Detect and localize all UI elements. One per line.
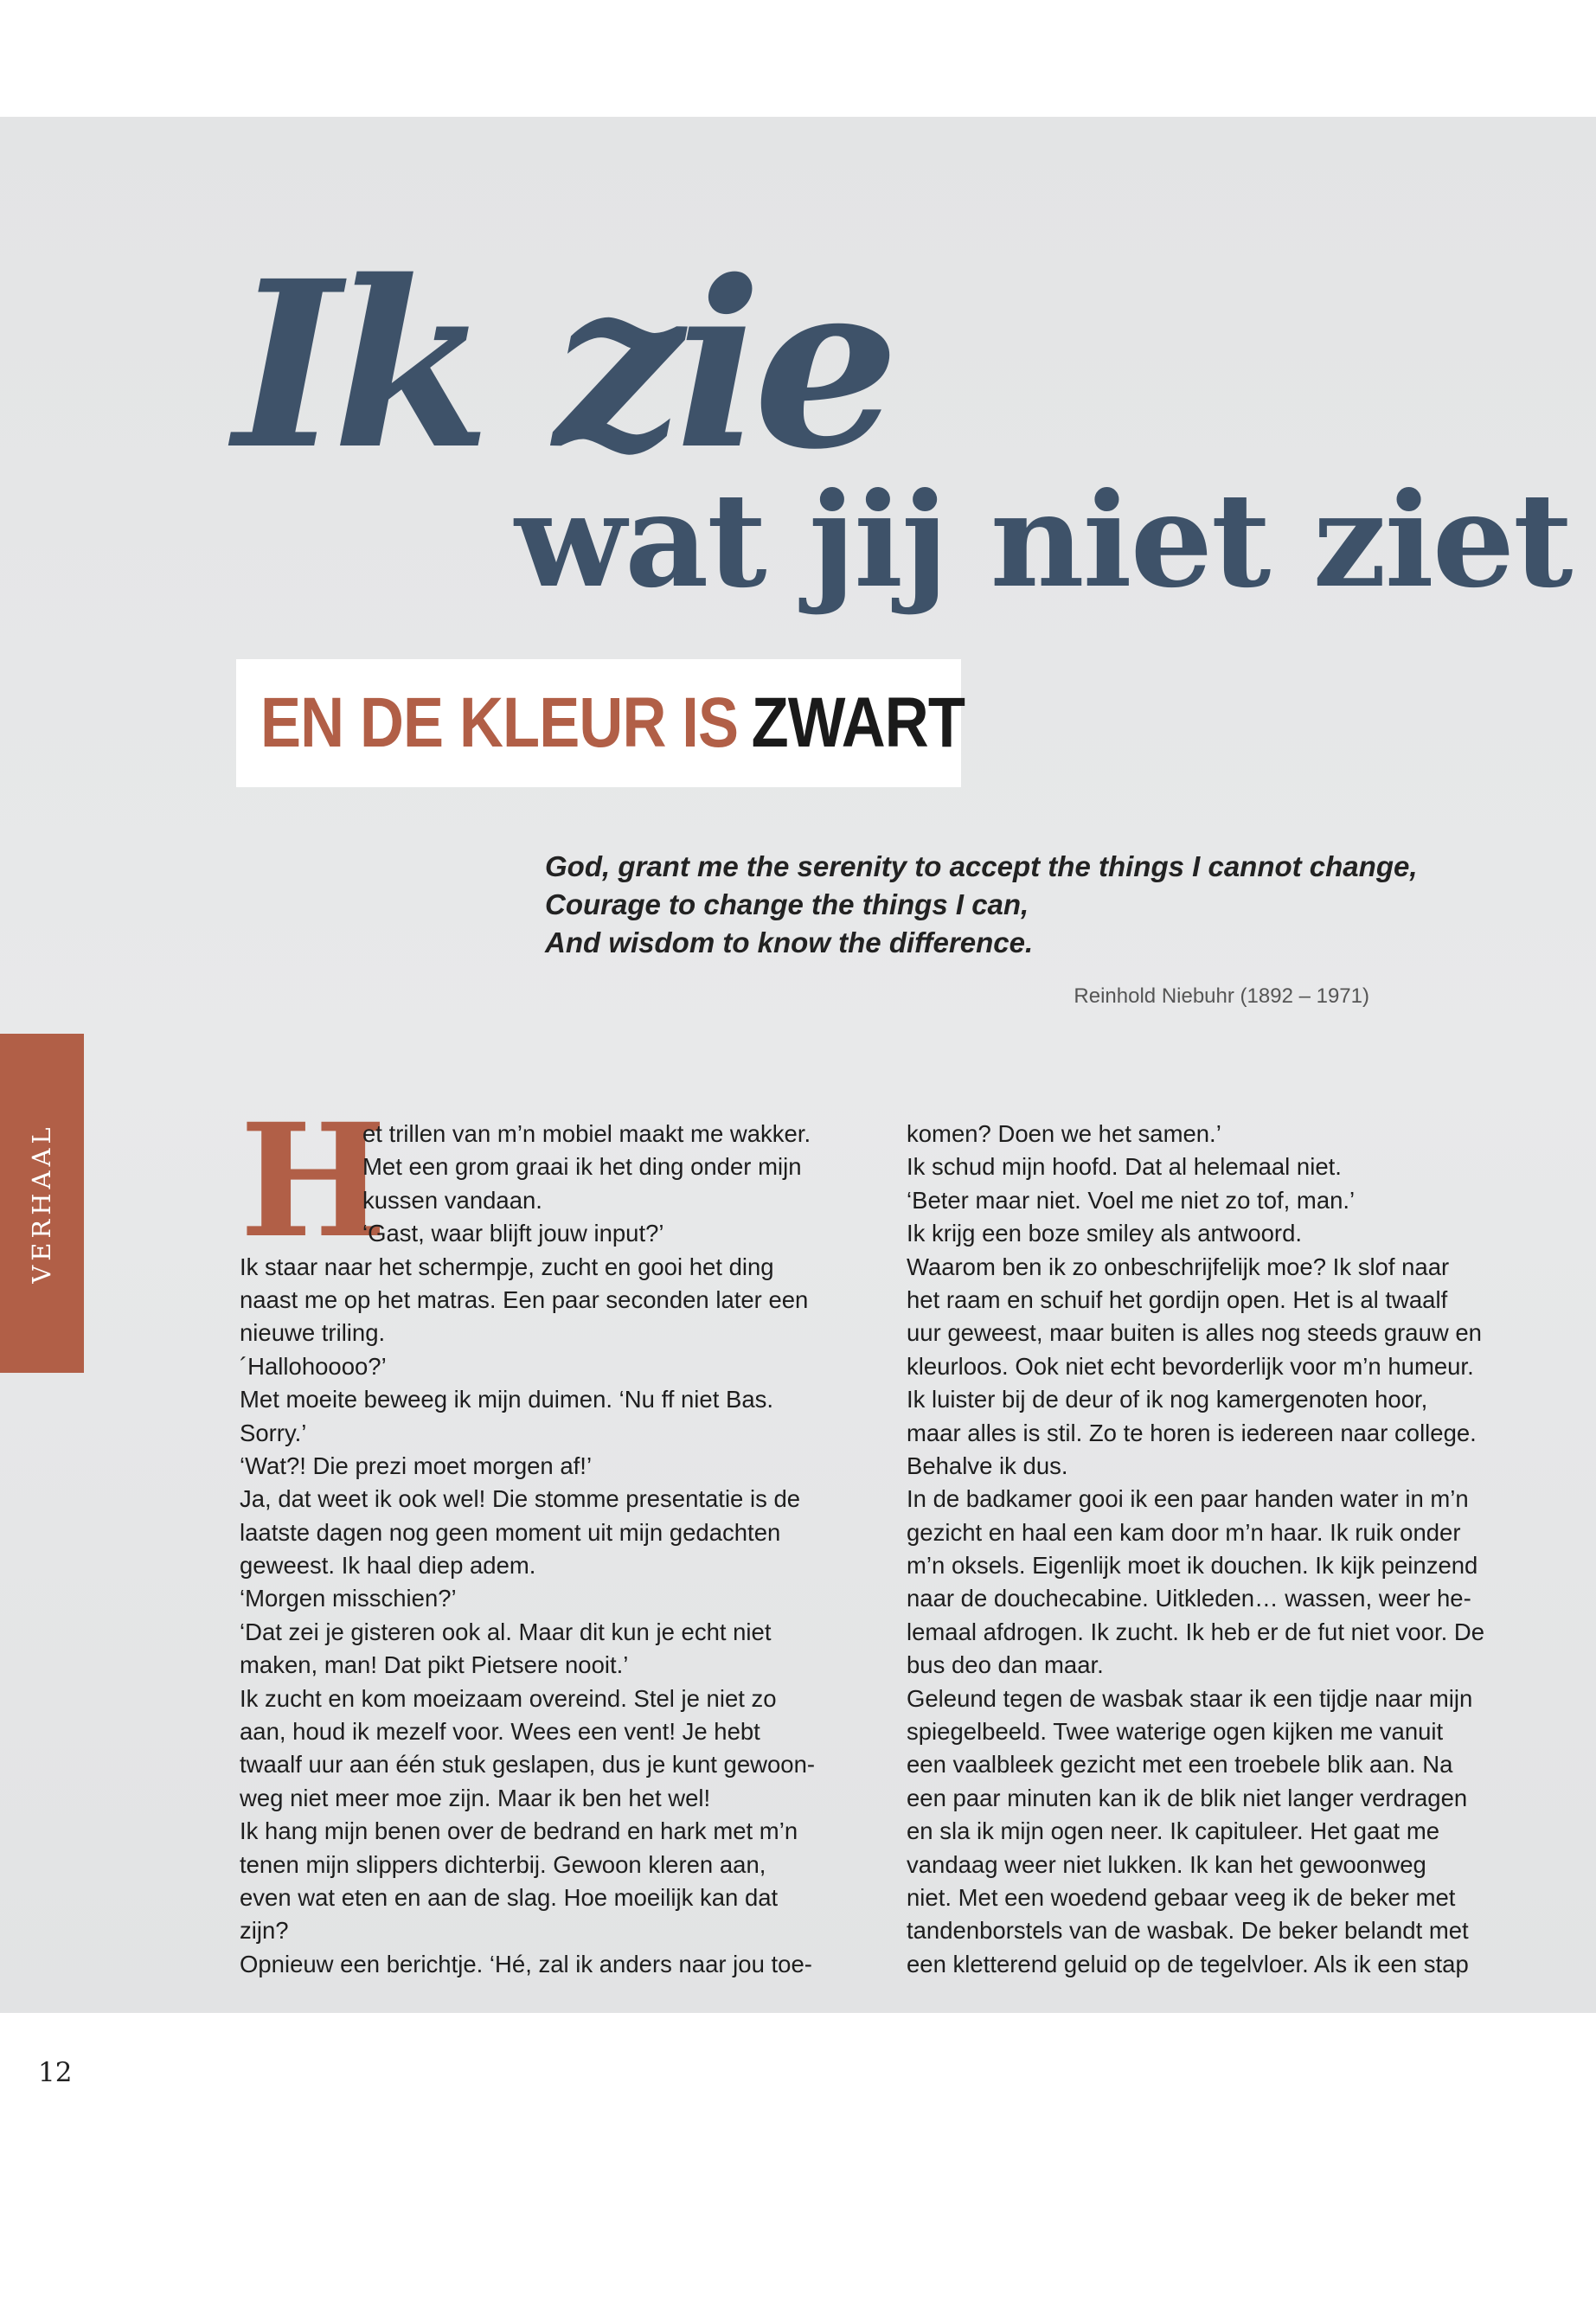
article-text-line: maar alles is stil. Zo te horen is iedereen naar college. [907,1419,1477,1446]
article-text-line: Ik staar naar het schermpje, zucht en gooi het ding [240,1253,774,1280]
article-text-line: kleurloos. Ook niet echt bevorderlijk voor m’n humeur. [907,1352,1474,1380]
article-column-left [240,1090,845,1981]
article-text-line: geweest. Ik haal diep adem. [240,1552,536,1580]
drop-cap: H [240,1090,388,1272]
section-tab [0,1034,84,1373]
subtitle-accent-text: EN DE KLEUR IS [260,683,739,762]
article-text-line: Ik schud mijn hoofd. Dat al helemaal niet. [907,1153,1342,1181]
article-text-line: en sla ik mijn ogen neer. Ik capituleer. Het gaat me [907,1817,1440,1845]
article-text-line: twaalf uur aan één stuk geslapen, dus je kunt gewoon- [240,1751,816,1779]
article-text-line: Ik hang mijn benen over de bedrand en hark met m’n [240,1817,798,1845]
quote-line: And wisdom to know the difference. [545,926,1034,958]
article-text-line: tenen mijn slippers dichterbij. Gewoon kleren aan, [240,1850,766,1878]
article-text-line: m’n oksels. Eigenlijk moet ik douchen. Ik kijk peinzend [907,1552,1478,1580]
article-text-line: niet. Met een woedend gebaar veeg ik de beker met [907,1883,1456,1911]
article-text-line: maken, man! Dat pikt Pietsere nooit.’ [240,1651,629,1679]
article-text-line: ‘Morgen misschien?’ [240,1585,457,1612]
article-text-line: bus deo dan maar. [907,1651,1104,1679]
quote-line: God, grant me the serenity to accept the things I cannot change, [545,850,1418,882]
article-text-line: het raam en schuif het gordijn open. Het is al twaalf [907,1285,1448,1313]
quote-line: Courage to change the things I can, [545,888,1029,920]
article-text-line: tandenborstels van de wasbak. De beker belandt met [907,1917,1469,1945]
article-title-main: Ik zie [234,231,891,500]
article-text-line: weg niet meer moe zijn. Maar ik ben het wel! [240,1784,711,1811]
article-text-line: Met een grom graai ik het ding onder mijn [362,1153,802,1181]
article-text-line: Opnieuw een berichtje. ‘Hé, zal ik anders naar jou toe- [240,1950,812,1977]
article-text-line: Ja, dat weet ik ook wel! Die stomme presentatie is de [240,1485,801,1513]
article-text-line: ‘Wat?! Die prezi moet morgen af!’ [240,1452,593,1479]
article-text-line: naar de douchecabine. Uitkleden… wassen, weer he- [907,1585,1471,1612]
article-text-line: ‘Dat zei je gisteren ook al. Maar dit kun je echt niet [240,1618,772,1645]
article-text-line: uur geweest, maar buiten is alles nog steeds grauw en [907,1319,1482,1347]
article-text-line: et trillen van m’n mobiel maakt me wakker. [362,1120,811,1147]
article-text-line: Waarom ben ik zo onbeschrijfelijk moe? Ik slof naar [907,1253,1450,1280]
article-text-line: nieuwe triling. [240,1319,386,1347]
article-text-line: een paar minuten kan ik de blik niet langer verdragen [907,1784,1468,1811]
section-tab-label: VERHAAL [27,1123,56,1284]
article-text-line: ´Hallohoooo?’ [240,1352,387,1380]
article-title-sub: wat jij niet ziet [515,465,1572,617]
article-text-line: Ik zucht en kom moeizaam overeind. Stel je niet zo [240,1684,777,1712]
article-text-line: kussen vandaan. [362,1186,542,1214]
article-text-line: lemaal afdrogen. Ik zucht. Ik heb er de fut niet voor. De [907,1618,1485,1645]
article-text-line: zijn? [240,1917,289,1945]
article-text-line: even wat eten en aan de slag. Hoe moeilijk kan dat [240,1883,779,1911]
article-text-line: vandaag weer niet lukken. Ik kan het gewoonweg [907,1850,1426,1878]
article-text-line: laatste dagen nog geen moment uit mijn gedachten [240,1518,781,1546]
quote-author: Reinhold Niebuhr (1892 – 1971) [1074,984,1369,1008]
article-text-line: In de badkamer gooi ik een paar handen water in m’n [907,1485,1469,1513]
article-text-line: Ik krijg een boze smiley als antwoord. [907,1220,1303,1247]
article-text-line: Behalve ik dus. [907,1452,1068,1479]
page-number: 12 [38,2057,73,2088]
article-text-line: gezicht en haal een kam door m’n haar. Ik ruik onder [907,1518,1461,1546]
article-text-line: een vaalbleek gezicht met een troebele blik aan. Na [907,1751,1453,1779]
article-text-line: Met moeite beweeg ik mijn duimen. ‘Nu ff niet Bas. [240,1386,774,1413]
article-text-line: naast me op het matras. Een paar seconden later een [240,1285,809,1313]
epigraph-quote [545,848,1418,962]
article-text-line: spiegelbeeld. Twee waterige ogen kijken me vanuit [907,1718,1444,1746]
article-text-line: komen? Doen we het samen.’ [907,1120,1221,1147]
article-text-line: aan, houd ik mezelf voor. Wees een vent! Je hebt [240,1718,760,1746]
article-text-line: ‘Beter maar niet. Voel me niet zo tof, man.’ [907,1186,1356,1214]
subtitle-box [236,659,965,787]
article-text-line: ‘Gast, waar blijft jouw input?’ [362,1220,664,1247]
article-text-line: een kletterend geluid op de tegelvloer. Als ik een stap [907,1950,1469,1977]
article-text-line: Geleund tegen de wasbak staar ik een tijdje naar mijn [907,1684,1473,1712]
article-text-line: Ik luister bij de deur of ik nog kamergenoten hoor, [907,1386,1428,1413]
subtitle-dark-text: ZWART [751,683,965,762]
article-column-right [907,1118,1512,1981]
article-text-line: Sorry.’ [240,1419,307,1446]
